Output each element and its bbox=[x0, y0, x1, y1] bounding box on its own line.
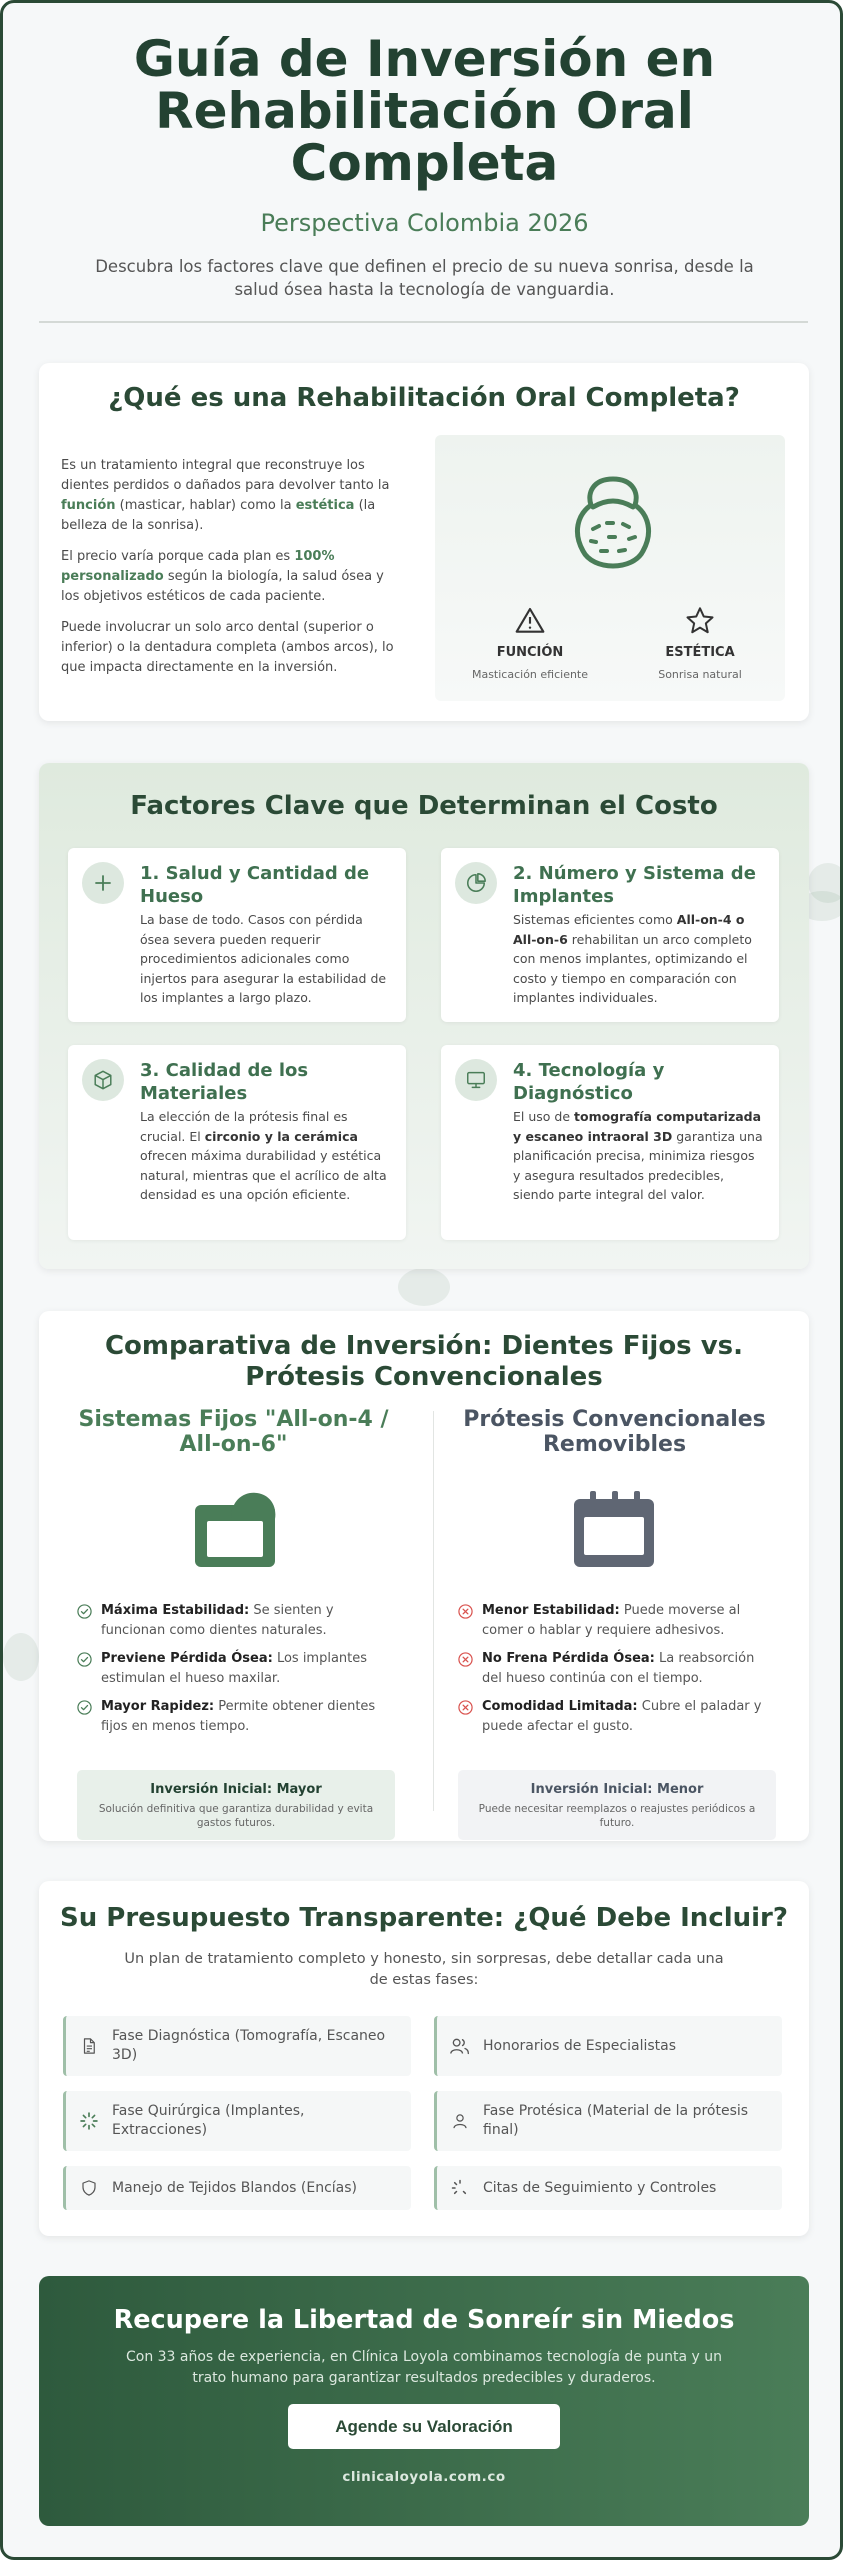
budget-item-label: Citas de Seguimiento y Controles bbox=[483, 2179, 717, 2196]
budget-item-label: Fase Diagnóstica (Tomografía, Escaneo 3D) bbox=[112, 2028, 386, 2063]
page-title: Guía de Inversión en Rehabilitación Oral Completa bbox=[133, 30, 716, 192]
budget-item bbox=[63, 2166, 411, 2210]
removable-investment-box bbox=[458, 1770, 776, 1840]
paragraph: Puede involucrar un solo arco dental (superior o inferior) o la dentadura completa (ambos arcos), lo que impacta directamente en la inversión. bbox=[61, 620, 394, 675]
calendar-icon bbox=[570, 1485, 660, 1569]
removable-drawback-item: Menor Estabilidad: Puede moverse al comer o hablar y requiere adhesivos. bbox=[458, 1601, 778, 1640]
column-title: Prótesis Convencionales Removibles bbox=[463, 1407, 766, 1457]
factor-card-materials bbox=[68, 1045, 406, 1240]
paragraph: El precio varía porque cada plan es 100% personalizado según la biología, la salud ósea y los objetivos estéticos de cada paciente. bbox=[61, 549, 384, 604]
x-circle-icon bbox=[458, 1652, 473, 1667]
x-circle-icon bbox=[458, 1700, 473, 1715]
monitor-icon bbox=[455, 1059, 497, 1101]
tooth-illustration-icon bbox=[563, 471, 663, 581]
page-subtitle: Perspectiva Colombia 2026 bbox=[260, 209, 589, 237]
factor-title: 3. Calidad de los Materiales bbox=[140, 1060, 309, 1104]
book-appointment-button[interactable]: Agende su Valoración bbox=[288, 2404, 560, 2449]
paragraph: Es un tratamiento integral que reconstruye los dientes perdidos o dañados para devolver tanto la función (masticar, hablar) como la estética (la belleza de la sonrisa). bbox=[61, 458, 390, 533]
fixed-systems-column bbox=[61, 1407, 406, 1829]
budget-item bbox=[434, 2091, 782, 2151]
budget-item bbox=[434, 2016, 782, 2076]
decorative-blob bbox=[3, 1633, 39, 1681]
cta-description: Con 33 años de experiencia, en Clínica Loyola combinamos tecnología de punta y un trato humano para garantizar resultados predecibles y duraderos. bbox=[125, 2349, 723, 2386]
feature-title: ESTÉTICA bbox=[665, 645, 735, 660]
call-to-action-banner bbox=[39, 2276, 809, 2526]
what-is-section bbox=[39, 363, 809, 721]
budget-item-label: Manejo de Tejidos Blandos (Encías) bbox=[112, 2179, 358, 2196]
factor-title: 2. Número y Sistema de Implantes bbox=[513, 863, 756, 907]
document-icon bbox=[66, 2036, 112, 2056]
check-circle-icon bbox=[77, 1700, 92, 1715]
section-title: Comparativa de Inversión: Dientes Fijos vs. Prótesis Convencionales bbox=[104, 1331, 744, 1392]
factor-card-bone bbox=[68, 848, 406, 1022]
warning-triangle-icon bbox=[513, 605, 547, 637]
section-title: Factores Clave que Determinan el Costo bbox=[130, 791, 718, 821]
factor-description: El uso de tomografía computarizada y escaneo intraoral 3D garantiza una planificación precisa, minimiza riesgos y asegura resultados predecibles, siendo parte integral del valor. bbox=[513, 1109, 763, 1202]
budget-item-label: Honorarios de Especialistas bbox=[483, 2037, 677, 2054]
removable-drawback-item: No Frena Pérdida Ósea: La reabsorción del hueso continúa con el tiempo. bbox=[458, 1649, 778, 1688]
investment-title: Inversión Inicial: Menor bbox=[530, 1782, 704, 1797]
cost-factors-section bbox=[39, 763, 809, 1269]
what-is-text bbox=[61, 456, 396, 689]
pie-chart-icon bbox=[455, 862, 497, 904]
investment-subtitle: Solución definitiva que garantiza durabilidad y evita gastos futuros. bbox=[98, 1803, 374, 1829]
cta-title: Recupere la Libertad de Sonreír sin Miedos bbox=[113, 2305, 735, 2335]
fixed-benefit-item: Mayor Rapidez: Permite obtener dientes fijos en menos tiempo. bbox=[77, 1697, 397, 1736]
factor-title: 1. Salud y Cantidad de Hueso bbox=[140, 863, 370, 907]
calendar-icon bbox=[191, 1485, 281, 1569]
cube-icon bbox=[82, 1059, 124, 1101]
factor-card-technology bbox=[441, 1045, 779, 1240]
budget-item-label: Fase Quirúrgica (Implantes, Extracciones) bbox=[112, 2103, 305, 2138]
fixed-benefit-item: Previene Pérdida Ósea: Los implantes estimulan el hueso maxilar. bbox=[77, 1649, 397, 1688]
feature-subtitle: Masticación eficiente bbox=[471, 668, 589, 681]
feature-title: FUNCIÓN bbox=[496, 645, 564, 660]
column-title: Sistemas Fijos "All-on-4 / All-on-6" bbox=[78, 1407, 389, 1457]
users-icon bbox=[437, 2036, 483, 2056]
star-icon bbox=[683, 605, 717, 637]
shield-icon bbox=[66, 2178, 112, 2198]
investment-title: Inversión Inicial: Mayor bbox=[150, 1782, 322, 1797]
factor-title: 4. Tecnología y Diagnóstico bbox=[513, 1060, 665, 1104]
budget-item bbox=[434, 2166, 782, 2210]
plus-icon bbox=[82, 862, 124, 904]
factor-card-implants bbox=[441, 848, 779, 1022]
x-circle-icon bbox=[458, 1604, 473, 1619]
feature-aesthetics bbox=[630, 605, 770, 681]
removable-prosthesis-column bbox=[442, 1407, 787, 1829]
check-circle-icon bbox=[77, 1604, 92, 1619]
decorative-blob bbox=[398, 1268, 450, 1306]
fixed-investment-box bbox=[77, 1770, 395, 1840]
budget-item bbox=[63, 2016, 411, 2076]
user-icon bbox=[437, 2111, 483, 2131]
loader-icon bbox=[66, 2111, 112, 2131]
dashed-loader-icon bbox=[437, 2178, 483, 2198]
check-circle-icon bbox=[77, 1652, 92, 1667]
website-link[interactable]: clinicaloyola.com.co bbox=[342, 2469, 506, 2485]
factor-description: Sistemas eficientes como All-on-4 o All-on-6 rehabilitan un arco completo con menos implantes, optimizando el costo y tiempo en comparación con implantes individuales. bbox=[513, 912, 752, 1005]
hero-header bbox=[39, 30, 810, 301]
removable-drawback-item: Comodidad Limitada: Cubre el paladar y puede afectar el gusto. bbox=[458, 1697, 778, 1736]
factor-description: La base de todo. Casos con pérdida ósea severa pueden requerir procedimientos adicionales como injertos para asegurar la estabilidad de los implantes a largo plazo. bbox=[140, 912, 387, 1005]
budget-section bbox=[39, 1881, 809, 2236]
feature-subtitle: Sonrisa natural bbox=[658, 668, 742, 681]
illustration-panel bbox=[435, 435, 785, 701]
budget-item-label: Fase Protésica (Material de la prótesis final) bbox=[483, 2103, 749, 2138]
feature-function bbox=[460, 605, 600, 681]
budget-item bbox=[63, 2091, 411, 2151]
investment-subtitle: Puede necesitar reemplazos o reajustes periódicos a futuro. bbox=[478, 1803, 756, 1829]
page-description: Descubra los factores clave que definen el precio de su nueva sonrisa, desde la salud ósea hasta la tecnología de vanguardia. bbox=[95, 257, 754, 299]
fixed-benefit-item: Máxima Estabilidad: Se sienten y funcionan como dientes naturales. bbox=[77, 1601, 397, 1640]
header-divider bbox=[39, 321, 808, 323]
section-title: ¿Qué es una Rehabilitación Oral Completa? bbox=[108, 383, 740, 413]
section-title: Su Presupuesto Transparente: ¿Qué Debe Incluir? bbox=[60, 1903, 788, 1933]
column-divider bbox=[433, 1411, 434, 1811]
factor-description: La elección de la prótesis final es crucial. El circonio y la cerámica ofrecen máxima durabilidad y estética natural, mientras que el acrílico de alta densidad es una opción eficiente. bbox=[140, 1109, 387, 1202]
section-description: Un plan de tratamiento completo y honesto, sin sorpresas, debe detallar cada una de estas fases: bbox=[124, 1951, 724, 1988]
comparison-section bbox=[39, 1311, 809, 1841]
